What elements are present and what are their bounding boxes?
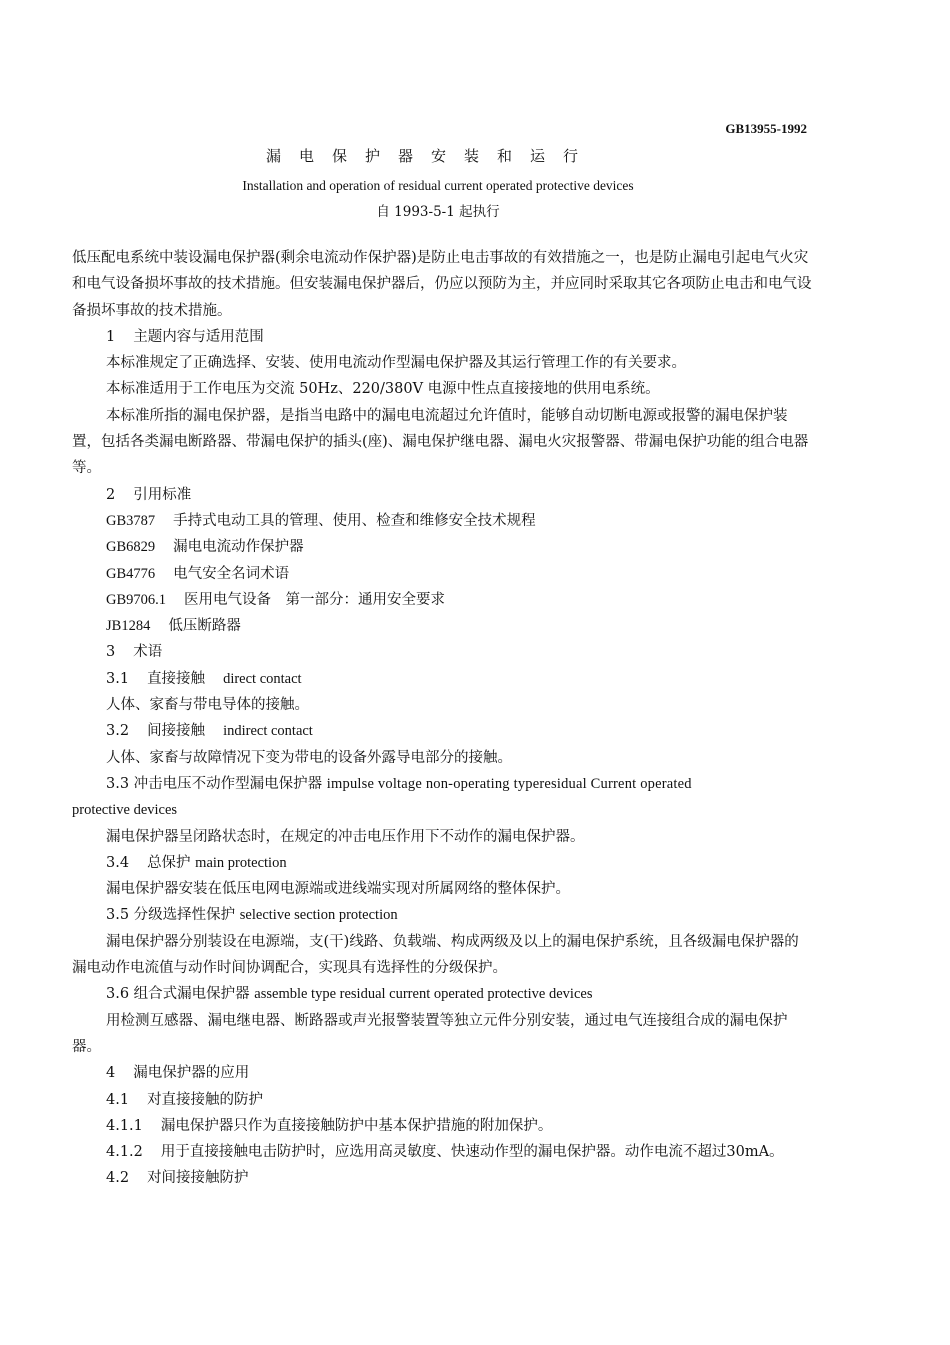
term-number: 3.1 <box>106 670 130 687</box>
reference-title: 漏电电流动作保护器 <box>173 539 304 556</box>
reference-title: 医用电气设备 第一部分：通用安全要求 <box>184 591 446 608</box>
term-cn: 组合式漏电保护器 <box>133 986 250 1003</box>
section-number: 2 <box>106 486 116 503</box>
reference-item <box>72 534 812 560</box>
term-definition: 漏电保护器分别装设在电源端，支(干)线路、负载端、构成两级及以上的漏电保护系统，且各级漏电保护器的漏电动作电流值与动作时间协调配合，实现具有选择性的分级保护。 <box>72 933 799 977</box>
reference-code: GB6829 <box>106 539 156 556</box>
reference-item <box>72 561 812 587</box>
subsection-heading <box>72 1087 812 1113</box>
effective-date: 自 1993-5-1 起执行 <box>376 204 500 220</box>
clause-number: 4.1.2 <box>106 1144 143 1161</box>
clause-text: 漏电保护器只作为直接接触防护中基本保护措施的附加保护。 <box>160 1117 553 1134</box>
clause <box>72 1139 812 1165</box>
term-definition: 漏电保护器呈闭路状态时，在规定的冲击电压作用下不动作的漏电保护器。 <box>106 828 585 845</box>
term-en: assemble type residual current operated protective devices <box>254 986 593 1003</box>
section-2-heading <box>72 482 812 508</box>
section-3-heading <box>72 639 812 665</box>
clause <box>72 1113 812 1139</box>
section-number: 1 <box>106 328 116 345</box>
term-cn: 间接接触 <box>147 723 206 740</box>
clause-text: 用于直接接触电击防护时，应选用高灵敏度、快速动作型的漏电保护器。动作电流不超过30mA。 <box>160 1144 784 1161</box>
section-1-heading <box>72 324 812 350</box>
term-heading <box>72 718 812 744</box>
reference-code: GB4776 <box>106 565 156 582</box>
term-number: 3.3 <box>106 775 130 792</box>
term-cn: 冲击电压不动作型漏电保护器 <box>133 775 323 792</box>
reference-item <box>72 613 812 639</box>
term-cn: 分级选择性保护 <box>133 907 236 924</box>
section-title: 术语 <box>133 644 163 661</box>
paragraph: 本标准适用于工作电压为交流 50Hz、220/380V 电源中性点直接接地的供用电系统。 <box>106 381 660 398</box>
paragraph: 本标准规定了正确选择、安装、使用电流动作型漏电保护器及其运行管理工作的有关要求。 <box>106 355 686 372</box>
section-title: 引用标准 <box>133 486 192 503</box>
term-heading <box>72 666 812 692</box>
reference-title: 手持式电动工具的管理、使用、检查和维修安全技术规程 <box>173 512 536 529</box>
term-number: 3.4 <box>106 854 130 871</box>
term-heading <box>72 981 812 1007</box>
section-title: 主题内容与适用范围 <box>133 328 264 345</box>
section-title: 漏电保护器的应用 <box>133 1065 250 1082</box>
reference-code: GB9706.1 <box>106 591 167 608</box>
term-heading-continued <box>72 797 812 823</box>
term-cn: 直接接触 <box>147 670 206 687</box>
term-definition: 人体、家畜与故障情况下变为带电的设备外露导电部分的接触。 <box>106 749 512 766</box>
term-heading <box>72 902 812 928</box>
reference-item <box>72 508 812 534</box>
term-cn: 总保护 <box>147 854 191 871</box>
term-number: 3.2 <box>106 723 130 740</box>
reference-item <box>72 587 812 613</box>
term-en-continued: protective devices <box>72 802 178 819</box>
term-heading <box>72 850 812 876</box>
clause-number: 4.1.1 <box>106 1117 143 1134</box>
term-en: impulse voltage non-operating typeresidual Current operated <box>326 775 692 792</box>
section-title: 对间接接触防护 <box>147 1170 249 1187</box>
reference-code: JB1284 <box>106 618 151 635</box>
standard-number: GB13955-1992 <box>725 121 807 136</box>
reference-code: GB3787 <box>106 512 156 529</box>
term-en: indirect contact <box>223 723 313 740</box>
section-number: 4 <box>106 1065 116 1082</box>
intro-paragraph: 低压配电系统中装设漏电保护器(剩余电流动作保护器)是防止电击事故的有效措施之一，也是防止漏电引起电气火灾和电气设备损坏事故的技术措施。但安装漏电保护器后，仍应以预防为主，并应同时采取其它各项防止电击和电气设备损坏事故的技术措施。 <box>72 250 812 319</box>
section-4-heading <box>72 1060 812 1086</box>
reference-title: 低压断路器 <box>168 618 241 635</box>
term-en: main protection <box>195 854 287 871</box>
term-number: 3.6 <box>106 986 130 1003</box>
document-body <box>72 245 812 1192</box>
term-en: direct contact <box>223 670 302 687</box>
section-number: 4.2 <box>106 1170 130 1187</box>
term-definition: 漏电保护器安装在低压电网电源端或进线端实现对所属网络的整体保护。 <box>106 881 570 898</box>
term-definition: 用检测互感器、漏电继电器、断路器或声光报警装置等独立元件分别安装，通过电气连接组合成的漏电保护器。 <box>72 1012 788 1055</box>
section-number: 3 <box>106 644 116 661</box>
term-number: 3.5 <box>106 907 130 924</box>
term-en: selective section protection <box>239 907 398 924</box>
term-definition: 人体、家畜与带电导体的接触。 <box>106 697 309 714</box>
section-title: 对直接接触的防护 <box>147 1091 264 1108</box>
term-heading <box>72 771 812 797</box>
section-number: 4.1 <box>106 1091 130 1108</box>
subsection-heading <box>72 1165 812 1191</box>
reference-title: 电气安全名词术语 <box>173 565 290 582</box>
document-title-english: Installation and operation of residual current operated protective devices <box>242 178 634 193</box>
paragraph: 本标准所指的漏电保护器，是指当电路中的漏电电流超过允许值时，能够自动切断电源或报警的漏电保护装置，包括各类漏电断路器、带漏电保护的插头(座)、漏电保护继电器、漏电火灾报警器、带漏电保护功能的组合电器等。 <box>72 407 809 477</box>
document-title: 漏电保护器安装和运行 <box>265 147 596 165</box>
